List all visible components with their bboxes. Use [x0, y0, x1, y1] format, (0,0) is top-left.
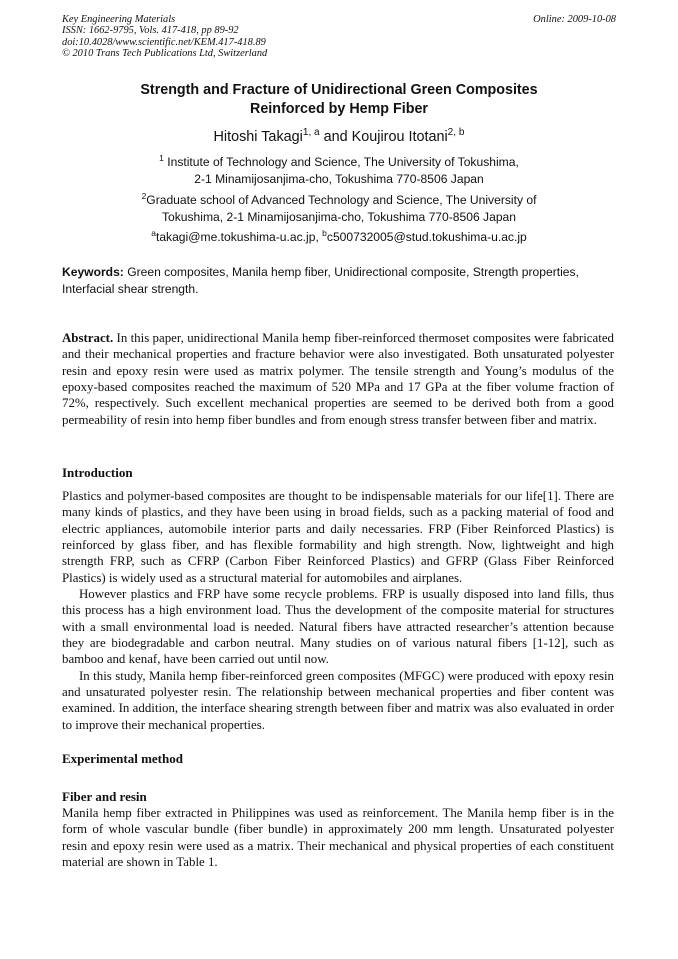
email-a-marker: a — [151, 227, 156, 238]
keywords-label: Keywords: — [62, 265, 124, 279]
introduction-body — [62, 488, 614, 733]
intro-paragraph-3: In this study, Manila hemp fiber-reinforced green composites (MFGC) were produced with epoxy resin and unsaturated polyester resin. The relationship between mechanical properties and fiber content was examined. In addition, the interface shearing strength between fiber and matrix was also evaluated in order to improve their mechanical properties. — [62, 668, 614, 732]
author-1-marker: 1, a — [302, 127, 320, 139]
intro-paragraph-2: However plastics and FRP have some recycle problems. FRP is usually disposed into land fills, thus this process has a high environment load. Thus the development of the composite material for structures with a small environmental load is needed. Natural fibers have attracted researcher’s attention because they are biodegradable and carbon neutral. Many studies on of various natural fibers [1-12], such as bamboo and kenaf, have been carried out until now. — [62, 587, 614, 667]
abstract-paragraph — [62, 330, 614, 428]
affiliation-1-marker: 1 — [159, 152, 164, 163]
journal-doi: doi:10.4028/www.scientific.net/KEM.417-418.89 — [62, 36, 266, 48]
author-list — [62, 128, 616, 146]
intro-paragraph-1: Plastics and polymer-based composites are thought to be indispensable materials for our life[1]. There are many kinds of plastics, and they have been using in broad fields, such as a packing material of food and electric appliances, automobile interior parts and daily necessaries. FRP (Fiber Reinforced Plastics) is reinforced by glass fiber, and has flexible formability and high strength. Now, lightweight and high strength FRP, such as CFRP (Carbon Fiber Reinforced Plastics) and GFRP (Glass Fiber Reinforced Plastics) is widely used as a structural material for automobiles and airplanes. — [62, 489, 614, 585]
experimental-heading: Experimental method — [62, 751, 183, 766]
fiber-resin-subheading: Fiber and resin — [62, 789, 147, 804]
abstract-label: Abstract. — [62, 331, 114, 345]
email-b: c500732005@stud.tokushima-u.ac.jp — [326, 230, 527, 244]
introduction-heading: Introduction — [62, 465, 133, 480]
affiliation-2-marker: 2 — [141, 190, 147, 201]
author-conjunction: and — [319, 129, 352, 145]
abstract-text: In this paper, unidirectional Manila hemp fiber-reinforced thermoset composites were fabricated and their mechanical properties and fracture behavior were also investigated. Both unsaturated polyester resin and epoxy resin were used as matrix polymer. The tensile strength and Young’s modulus of the epoxy-based composites reached the maximum of 520 MPa and 17 GPa at the fiber volume fraction of 72%, respectively. Such excellent mechanical properties are seemed to be derived both from a good permeability of resin into hemp fiber bundles and from enough stress transfer between fiber and matrix. — [62, 331, 614, 427]
email-a: takagi@me.tokushima-u.ac.jp, — [155, 230, 323, 244]
author-2: Koujirou Itotani — [351, 129, 448, 145]
affiliation-2-line-1: Graduate school of Advanced Technology and Science, The University of — [146, 193, 537, 207]
paper-title — [62, 81, 616, 119]
affiliation-1 — [100, 154, 578, 187]
email-b-marker: b — [322, 227, 327, 238]
affiliation-2 — [100, 192, 578, 225]
keywords-text: Green composites, Manila hemp fiber, Unidirectional composite, Strength properties, Interfacial shear strength. — [62, 265, 579, 296]
affiliation-2-line-2: Tokushima, 2-1 Minamijosanjima-cho, Tokushima 770-8506 Japan — [161, 209, 517, 224]
title-line-2: Reinforced by Hemp Fiber — [250, 101, 428, 117]
journal-name: Key Engineering Materials — [62, 14, 176, 25]
title-line-1: Strength and Fracture of Unidirectional Green Composites — [140, 82, 538, 98]
author-1: Hitoshi Takagi — [213, 129, 303, 145]
online-date: Online: 2009-10-08 — [533, 14, 616, 25]
journal-copyright: © 2010 Trans Tech Publications Ltd, Switzerland — [62, 48, 268, 60]
journal-header — [62, 14, 616, 60]
author-2-marker: 2, b — [447, 127, 465, 139]
keywords-block — [62, 264, 616, 297]
author-emails — [62, 229, 616, 246]
affiliation-1-line-1: Institute of Technology and Science, The University of Tokushima, — [163, 155, 519, 169]
fiber-resin-paragraph: Manila hemp fiber extracted in Philippines was used as reinforcement. The Manila hemp fiber is in the form of whole vascular bundle (fiber bundle) in approximately 200 mm length. Unsaturated polyester resin and epoxy resin were used as a matrix. Their mechanical and physical properties of each constituent material are shown in Table 1. — [62, 806, 614, 870]
journal-issn: ISSN: 1662-9795, Vols. 417-418, pp 89-92 — [62, 25, 239, 37]
affiliation-1-line-2: 2-1 Minamijosanjima-cho, Tokushima 770-8506 Japan — [194, 171, 484, 186]
